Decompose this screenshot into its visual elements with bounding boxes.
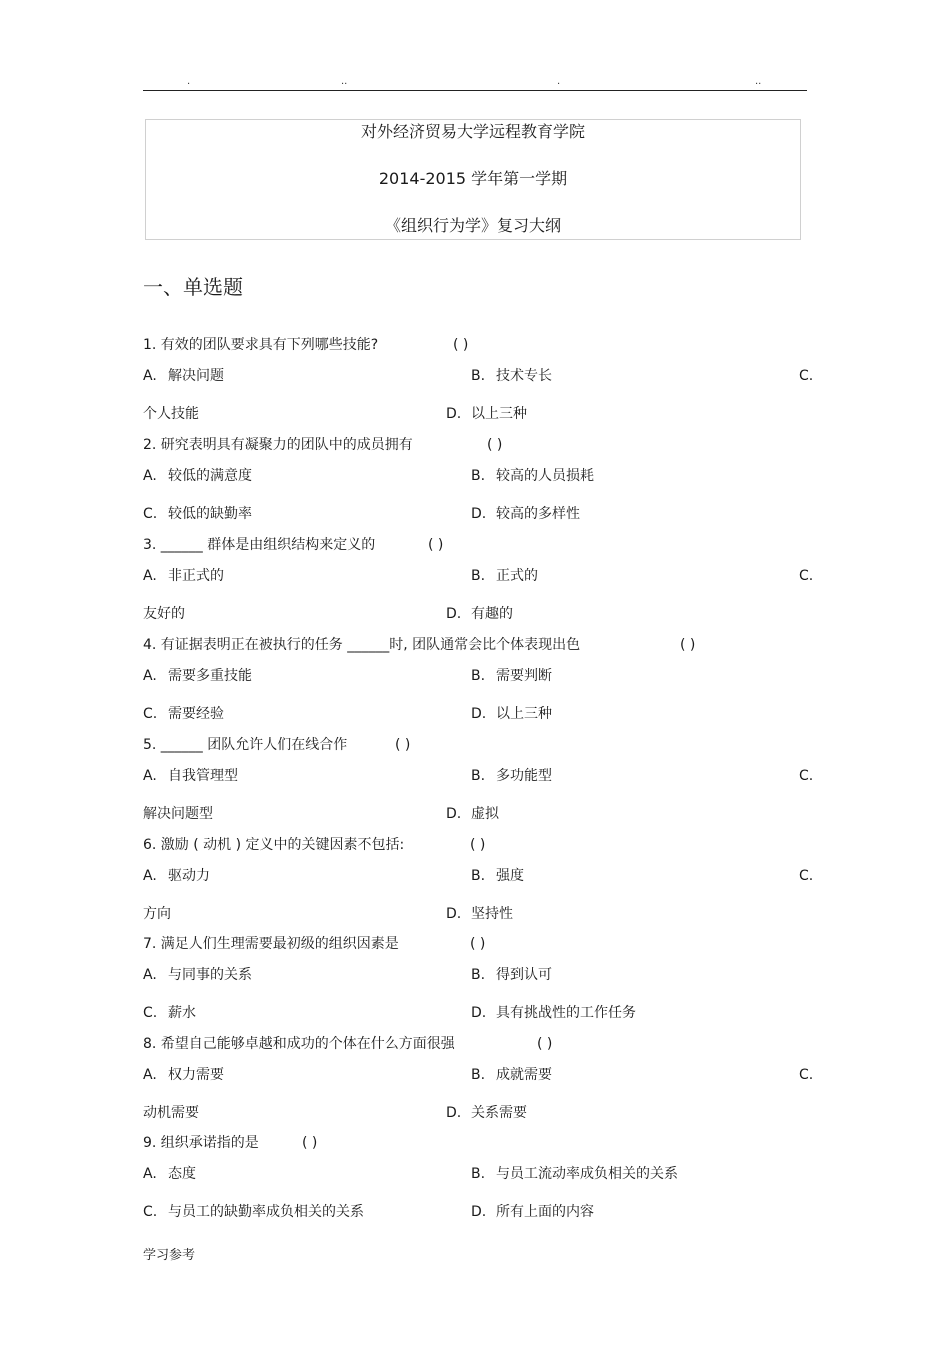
option-a [143, 869, 210, 883]
option-text: 需要判断 [496, 668, 552, 684]
option-c-label: C. [799, 868, 814, 884]
option-a [143, 769, 238, 783]
option-a [143, 1068, 224, 1082]
option-label: A. [143, 967, 157, 983]
option-label: A. [143, 568, 157, 584]
option-b [471, 968, 552, 982]
option-label: D. [471, 506, 487, 522]
answer-parentheses: ( ) [470, 936, 486, 952]
option-a [143, 968, 252, 982]
option-text: 需要多重技能 [168, 668, 252, 684]
option-c-text: 动机需要 [143, 1105, 199, 1121]
option-d [471, 707, 552, 721]
option-label: A. [143, 868, 157, 884]
option-text: 技术专长 [496, 368, 552, 384]
section-heading: 一、单选题 [143, 275, 243, 299]
option-text: 驱动力 [168, 868, 210, 884]
option-label: D. [471, 1005, 487, 1021]
option-label: D. [446, 806, 462, 822]
option-label: A. [143, 1166, 157, 1182]
header-dot: . [557, 76, 561, 87]
option-d [446, 1106, 527, 1120]
option-label: B. [471, 1166, 486, 1182]
option-label: C. [143, 1005, 158, 1021]
option-d [446, 807, 499, 821]
option-label: D. [446, 406, 462, 422]
option-c-text: 方向 [143, 906, 171, 922]
option-text: 以上三种 [496, 706, 552, 722]
option-d [446, 607, 513, 621]
term-title: 2014-2015 学年第一学期 [378, 169, 568, 188]
option-text: 较高的人员损耗 [496, 468, 594, 484]
option-text: 自我管理型 [168, 768, 238, 784]
option-c-label: C. [799, 1067, 814, 1083]
option-text: 坚持性 [471, 906, 513, 922]
option-label: D. [446, 1105, 462, 1121]
option-text: 强度 [496, 868, 524, 884]
option-label: D. [446, 606, 462, 622]
school-name: 对外经济贸易大学远程教育学院 [360, 122, 585, 141]
answer-parentheses: ( ) [395, 737, 411, 753]
option-label: D. [471, 706, 487, 722]
option-label: C. [143, 506, 158, 522]
option-label: A. [143, 668, 157, 684]
question-stem: 9. 组织承诺指的是 [143, 1135, 259, 1151]
option-c-text: 解决问题型 [143, 806, 213, 822]
option-label: A. [143, 1067, 157, 1083]
option-c-text: 友好的 [143, 606, 185, 622]
footer-text: 学习参考 [143, 1248, 196, 1263]
option-text: 较低的缺勤率 [168, 506, 252, 522]
question-stem: 3. ______ 群体是由组织结构来定义的 [143, 537, 376, 553]
option-a [143, 569, 224, 583]
option-c-label: C. [799, 568, 814, 584]
option-text: 关系需要 [471, 1105, 527, 1121]
option-c [143, 1006, 196, 1020]
option-text: 与同事的关系 [168, 967, 252, 983]
option-text: 正式的 [496, 568, 538, 584]
option-label: A. [143, 768, 157, 784]
option-text: 非正式的 [168, 568, 224, 584]
option-d [446, 407, 527, 421]
option-text: 所有上面的内容 [496, 1204, 594, 1220]
option-text: 有趣的 [471, 606, 513, 622]
option-label: B. [471, 668, 486, 684]
option-label: B. [471, 568, 486, 584]
option-text: 以上三种 [471, 406, 527, 422]
course-title: 《组织行为学》复习大纲 [384, 216, 561, 235]
option-label: A. [143, 468, 157, 484]
question-stem: 6. 激励 ( 动机 ) 定义中的关键因素不包括: [143, 837, 405, 853]
option-text: 虚拟 [471, 806, 499, 822]
option-c [143, 1205, 364, 1219]
option-d [471, 507, 580, 521]
option-a [143, 369, 224, 383]
header-dot: .. [755, 76, 762, 87]
question-stem: 7. 满足人们生理需要最初级的组织因素是 [143, 936, 399, 952]
option-text: 态度 [168, 1166, 196, 1182]
option-label: A. [143, 368, 157, 384]
option-c [143, 507, 252, 521]
option-label: B. [471, 768, 486, 784]
header-rule [143, 90, 807, 91]
option-b [471, 1068, 552, 1082]
option-b [471, 1167, 678, 1181]
option-text: 与员工流动率成负相关的关系 [496, 1166, 678, 1182]
header-dot: .. [341, 76, 348, 87]
option-label: D. [471, 1204, 487, 1220]
option-label: B. [471, 468, 486, 484]
question-stem: 4. 有证据表明正在被执行的任务 ______时, 团队通常会比个体表现出色 [143, 637, 581, 653]
option-text: 与员工的缺勤率成负相关的关系 [168, 1204, 364, 1220]
option-a [143, 1167, 196, 1181]
option-text: 较高的多样性 [496, 506, 580, 522]
option-d [446, 907, 513, 921]
option-text: 需要经验 [168, 706, 224, 722]
option-text: 解决问题 [168, 368, 224, 384]
option-b [471, 569, 538, 583]
option-label: B. [471, 868, 486, 884]
option-label: B. [471, 967, 486, 983]
option-label: B. [471, 368, 486, 384]
answer-parentheses: ( ) [487, 437, 503, 453]
answer-parentheses: ( ) [302, 1135, 318, 1151]
option-text: 薪水 [168, 1005, 196, 1021]
option-label: C. [143, 1204, 158, 1220]
option-text: 权力需要 [168, 1067, 224, 1083]
question-stem: 1. 有效的团队要求具有下列哪些技能? [143, 337, 379, 353]
option-text: 较低的满意度 [168, 468, 252, 484]
option-c-label: C. [799, 768, 814, 784]
option-a [143, 669, 252, 683]
option-label: D. [446, 906, 462, 922]
option-label: B. [471, 1067, 486, 1083]
option-b [471, 469, 594, 483]
option-c-label: C. [799, 368, 814, 384]
option-text: 成就需要 [496, 1067, 552, 1083]
option-a [143, 469, 252, 483]
option-text: 多功能型 [496, 768, 552, 784]
question-stem: 2. 研究表明具有凝聚力的团队中的成员拥有 [143, 437, 413, 453]
answer-parentheses: ( ) [680, 637, 696, 653]
option-d [471, 1205, 594, 1219]
option-b [471, 369, 552, 383]
answer-parentheses: ( ) [453, 337, 469, 353]
option-text: 得到认可 [496, 967, 552, 983]
answer-parentheses: ( ) [537, 1036, 553, 1052]
answer-parentheses: ( ) [428, 537, 444, 553]
option-c-text: 个人技能 [143, 406, 199, 422]
option-b [471, 669, 552, 683]
option-c [143, 707, 224, 721]
option-b [471, 869, 524, 883]
question-stem: 8. 希望自己能够卓越和成功的个体在什么方面很强 [143, 1036, 455, 1052]
title-box [145, 119, 801, 240]
answer-parentheses: ( ) [470, 837, 486, 853]
option-d [471, 1006, 636, 1020]
header-dot: . [187, 76, 191, 87]
option-text: 具有挑战性的工作任务 [496, 1005, 636, 1021]
option-label: C. [143, 706, 158, 722]
question-stem: 5. ______ 团队允许人们在线合作 [143, 737, 348, 753]
option-b [471, 769, 552, 783]
